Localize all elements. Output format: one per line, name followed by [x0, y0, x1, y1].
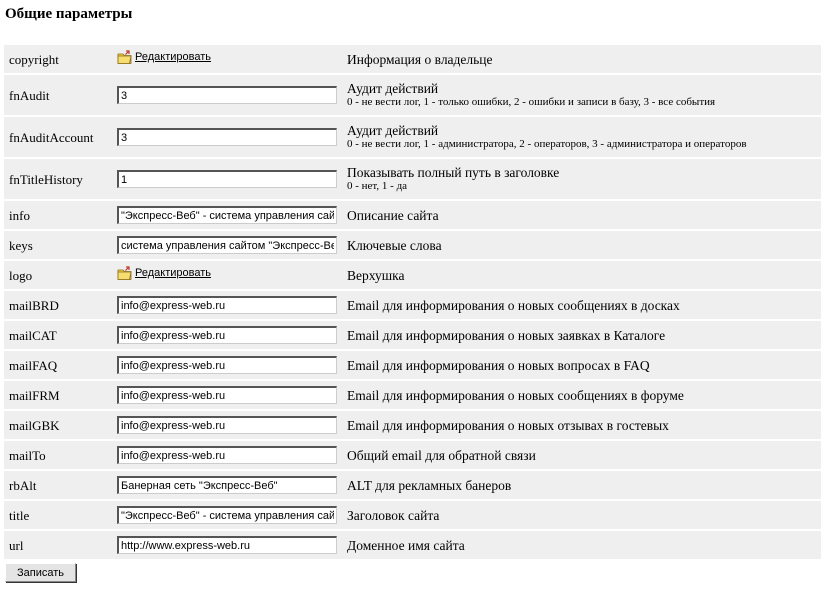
input-mailFAQ[interactable]	[117, 356, 337, 374]
input-mailGBK[interactable]	[117, 416, 337, 434]
input-mailFRM[interactable]	[117, 386, 337, 404]
param-name: mailGBK	[4, 411, 112, 439]
param-name: mailFAQ	[4, 351, 112, 379]
param-description: Показывать полный путь в заголовке	[347, 165, 560, 180]
param-control-cell	[112, 501, 342, 529]
input-mailBRD[interactable]	[117, 296, 337, 314]
submit-button[interactable]: Записать	[5, 563, 76, 582]
edit-link-logo[interactable]	[117, 266, 211, 281]
input-rbAlt[interactable]	[117, 476, 337, 494]
param-description-cell	[342, 231, 821, 259]
param-description-cell	[342, 291, 821, 319]
param-name: url	[4, 531, 112, 559]
folder-icon	[117, 266, 133, 281]
edit-link-label: Редактировать	[135, 51, 211, 63]
param-description-cell	[342, 471, 821, 499]
param-description: Email для информирования о новых сообщениях в досках	[347, 297, 680, 313]
param-hint: 0 - не вести лог, 1 - администратора, 2 - операторов, 3 - администратора и операторов	[347, 138, 747, 150]
param-description-cell	[342, 261, 821, 289]
param-description: Аудит действий	[347, 81, 439, 96]
param-control-cell	[112, 261, 342, 289]
param-row-logo	[4, 261, 821, 289]
input-mailCAT[interactable]	[117, 326, 337, 344]
param-description: ALT для рекламных банеров	[347, 477, 512, 493]
param-description: Верхушка	[347, 267, 405, 283]
param-control-cell	[112, 351, 342, 379]
param-description: Аудит действий	[347, 123, 439, 138]
input-fnTitleHistory[interactable]	[117, 170, 337, 188]
param-row-rbAlt	[4, 471, 821, 499]
param-control-cell	[112, 201, 342, 229]
input-title[interactable]	[117, 506, 337, 524]
param-description: Email для информирования о новых сообщениях в форуме	[347, 387, 684, 403]
param-control-cell	[112, 471, 342, 499]
param-row-title	[4, 501, 821, 529]
input-fnAudit[interactable]	[117, 86, 337, 104]
param-row-mailBRD	[4, 291, 821, 319]
param-description: Доменное имя сайта	[347, 537, 465, 553]
param-description: Email для информирования о новых заявках в Каталоге	[347, 327, 666, 343]
param-control-cell	[112, 321, 342, 349]
param-name: info	[4, 201, 112, 229]
param-description: Email для информирования о новых отзывах в гостевых	[347, 417, 669, 433]
folder-icon	[117, 50, 133, 65]
param-hint: 0 - нет, 1 - да	[347, 180, 408, 192]
param-row-info	[4, 201, 821, 229]
input-info[interactable]	[117, 206, 337, 224]
param-row-fnAuditAccount	[4, 117, 821, 157]
param-control-cell	[112, 441, 342, 469]
param-description: Информация о владельце	[347, 51, 493, 67]
param-name: fnTitleHistory	[4, 159, 112, 199]
param-row-copyright	[4, 45, 821, 73]
param-row-mailTo	[4, 441, 821, 469]
param-control-cell	[112, 75, 342, 115]
param-control-cell	[112, 291, 342, 319]
param-hint: 0 - не вести лог, 1 - только ошибки, 2 - ошибки и записи в базу, 3 - все события	[347, 96, 716, 108]
param-name: mailFRM	[4, 381, 112, 409]
param-row-mailCAT	[4, 321, 821, 349]
param-description: Описание сайта	[347, 207, 439, 223]
param-description-cell	[342, 501, 821, 529]
param-description: Общий email для обратной связи	[347, 447, 536, 463]
param-name: fnAudit	[4, 75, 112, 115]
param-description-cell	[342, 159, 821, 199]
param-control-cell	[112, 411, 342, 439]
input-keys[interactable]	[117, 236, 337, 254]
input-url[interactable]	[117, 536, 337, 554]
param-description-cell	[342, 411, 821, 439]
input-fnAuditAccount[interactable]	[117, 128, 337, 146]
params-table	[4, 43, 821, 561]
param-description-cell	[342, 381, 821, 409]
param-description-cell	[342, 117, 821, 157]
param-name: title	[4, 501, 112, 529]
edit-link-label: Редактировать	[135, 267, 211, 279]
param-name: keys	[4, 231, 112, 259]
edit-link-copyright[interactable]	[117, 50, 211, 65]
param-control-cell	[112, 159, 342, 199]
param-name: mailBRD	[4, 291, 112, 319]
param-name: logo	[4, 261, 112, 289]
param-name: mailTo	[4, 441, 112, 469]
param-description-cell	[342, 531, 821, 559]
param-row-mailFAQ	[4, 351, 821, 379]
param-name: mailCAT	[4, 321, 112, 349]
param-description-cell	[342, 201, 821, 229]
param-row-keys	[4, 231, 821, 259]
param-description-cell	[342, 321, 821, 349]
param-row-url	[4, 531, 821, 559]
input-mailTo[interactable]	[117, 446, 337, 464]
param-name: fnAuditAccount	[4, 117, 112, 157]
param-control-cell	[112, 117, 342, 157]
page-title: Общие параметры	[5, 6, 133, 22]
param-name: rbAlt	[4, 471, 112, 499]
param-description-cell	[342, 75, 821, 115]
param-control-cell	[112, 381, 342, 409]
param-control-cell	[112, 531, 342, 559]
param-name: copyright	[4, 45, 112, 73]
param-control-cell	[112, 231, 342, 259]
param-description-cell	[342, 351, 821, 379]
param-description-cell	[342, 45, 821, 73]
param-description-cell	[342, 441, 821, 469]
param-control-cell	[112, 45, 342, 73]
param-row-fnAudit	[4, 75, 821, 115]
param-description: Email для информирования о новых вопросах в FAQ	[347, 357, 650, 373]
param-row-fnTitleHistory	[4, 159, 821, 199]
param-row-mailFRM	[4, 381, 821, 409]
param-row-mailGBK	[4, 411, 821, 439]
param-description: Ключевые слова	[347, 237, 442, 253]
param-description: Заголовок сайта	[347, 507, 440, 523]
